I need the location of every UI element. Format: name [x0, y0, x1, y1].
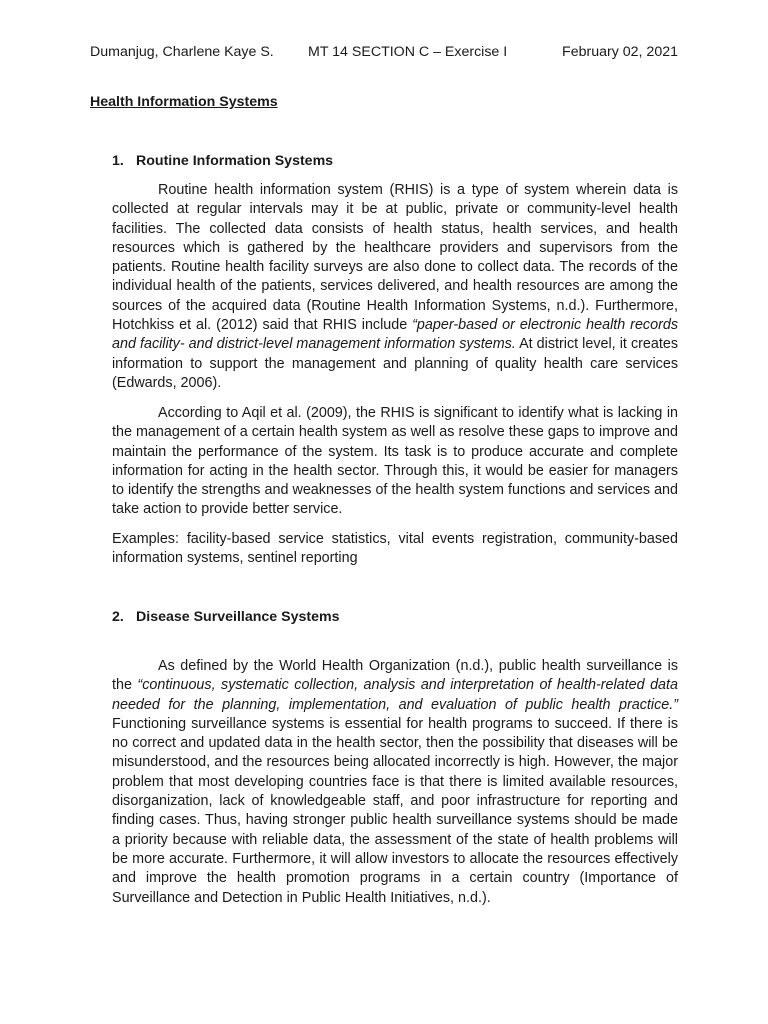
section-heading-routine	[112, 153, 333, 169]
paragraph-text: Routine health information system (RHIS) is a type of system wherein data is collected at regular intervals may it be at public, private or community-level health facilities. The collected data consists of health status, health services, and health resources which is gathered by the healthcare providers and supervisors from the patients. Routine health facility surveys are also done to collect data. The records of the individual health of the patients, services delivered, and health resources are among the sources of the acquired data (Routine Health Information Systems, n.d.). Furthermore, Hotchkiss et al. (2012) said that RHIS include	[112, 182, 678, 334]
paragraph-examples: Examples: facility-based service statistics, vital events registration, community-based information systems, sentinel reporting	[112, 531, 678, 567]
section-number: 2.	[112, 609, 124, 625]
section-number: 1.	[112, 153, 124, 169]
quoted-text: “paper-based or electronic health records and facility- and district-level management information systems.	[112, 317, 678, 353]
section-title: Routine Information Systems	[136, 153, 334, 169]
section-heading-surveillance	[112, 609, 339, 625]
document-date: February 02, 2021	[562, 44, 678, 60]
quoted-text: “continuous, systematic collection, analysis and interpretation of health-related data needed for the planning, implementation, and evaluation of public health practice.”	[112, 677, 678, 713]
document-header	[90, 44, 678, 64]
paragraph-text: At district level, it creates information to support the management and planning of quality health care services (Edwards, 2006).	[112, 336, 678, 391]
document-title: Health Information Systems	[90, 94, 278, 110]
paragraph-surveillance-definition	[112, 657, 678, 908]
paragraph-text: Functioning surveillance systems is essential for health programs to succeed. If there is no correct and updated data in the health sector, then the possibility that diseases will be misunderstood, and the resources being allocated incorrectly is high. However, the major problem that most developing countries face is that there is limited available resources, disorganization, lack of knowledgeable staff, and poor infrastructure for reporting and finding cases. Thus, having stronger public health surveillance systems should be made a priority because with reliable data, the assessment of the state of health problems will be more accurate. Furthermore, it will allow investors to allocate the resources effectively and improve the health promotion programs in a certain country (Importance of Surveillance and Detection in Public Health Initiatives, n.d.).	[112, 715, 678, 906]
course-section: MT 14 SECTION C – Exercise I	[308, 44, 508, 60]
paragraph-text: As defined by the World Health Organization (n.d.), public health surveillance is the	[112, 658, 678, 694]
paragraph-rhis-definition	[112, 181, 678, 393]
section-title: Disease Surveillance Systems	[136, 609, 340, 625]
paragraph-rhis-significance: According to Aqil et al. (2009), the RHIS is significant to identify what is lacking in the management of a certain health system as well as resolve these gaps to improve and maintain the performance of the system. Its task is to produce accurate and complete information for acting in the health sector. Through this, it would be easier for managers to identify the strengths and weaknesses of the health system functions and services and take action to provide better service.	[112, 405, 678, 518]
author-name: Dumanjug, Charlene Kaye S.	[90, 44, 274, 60]
